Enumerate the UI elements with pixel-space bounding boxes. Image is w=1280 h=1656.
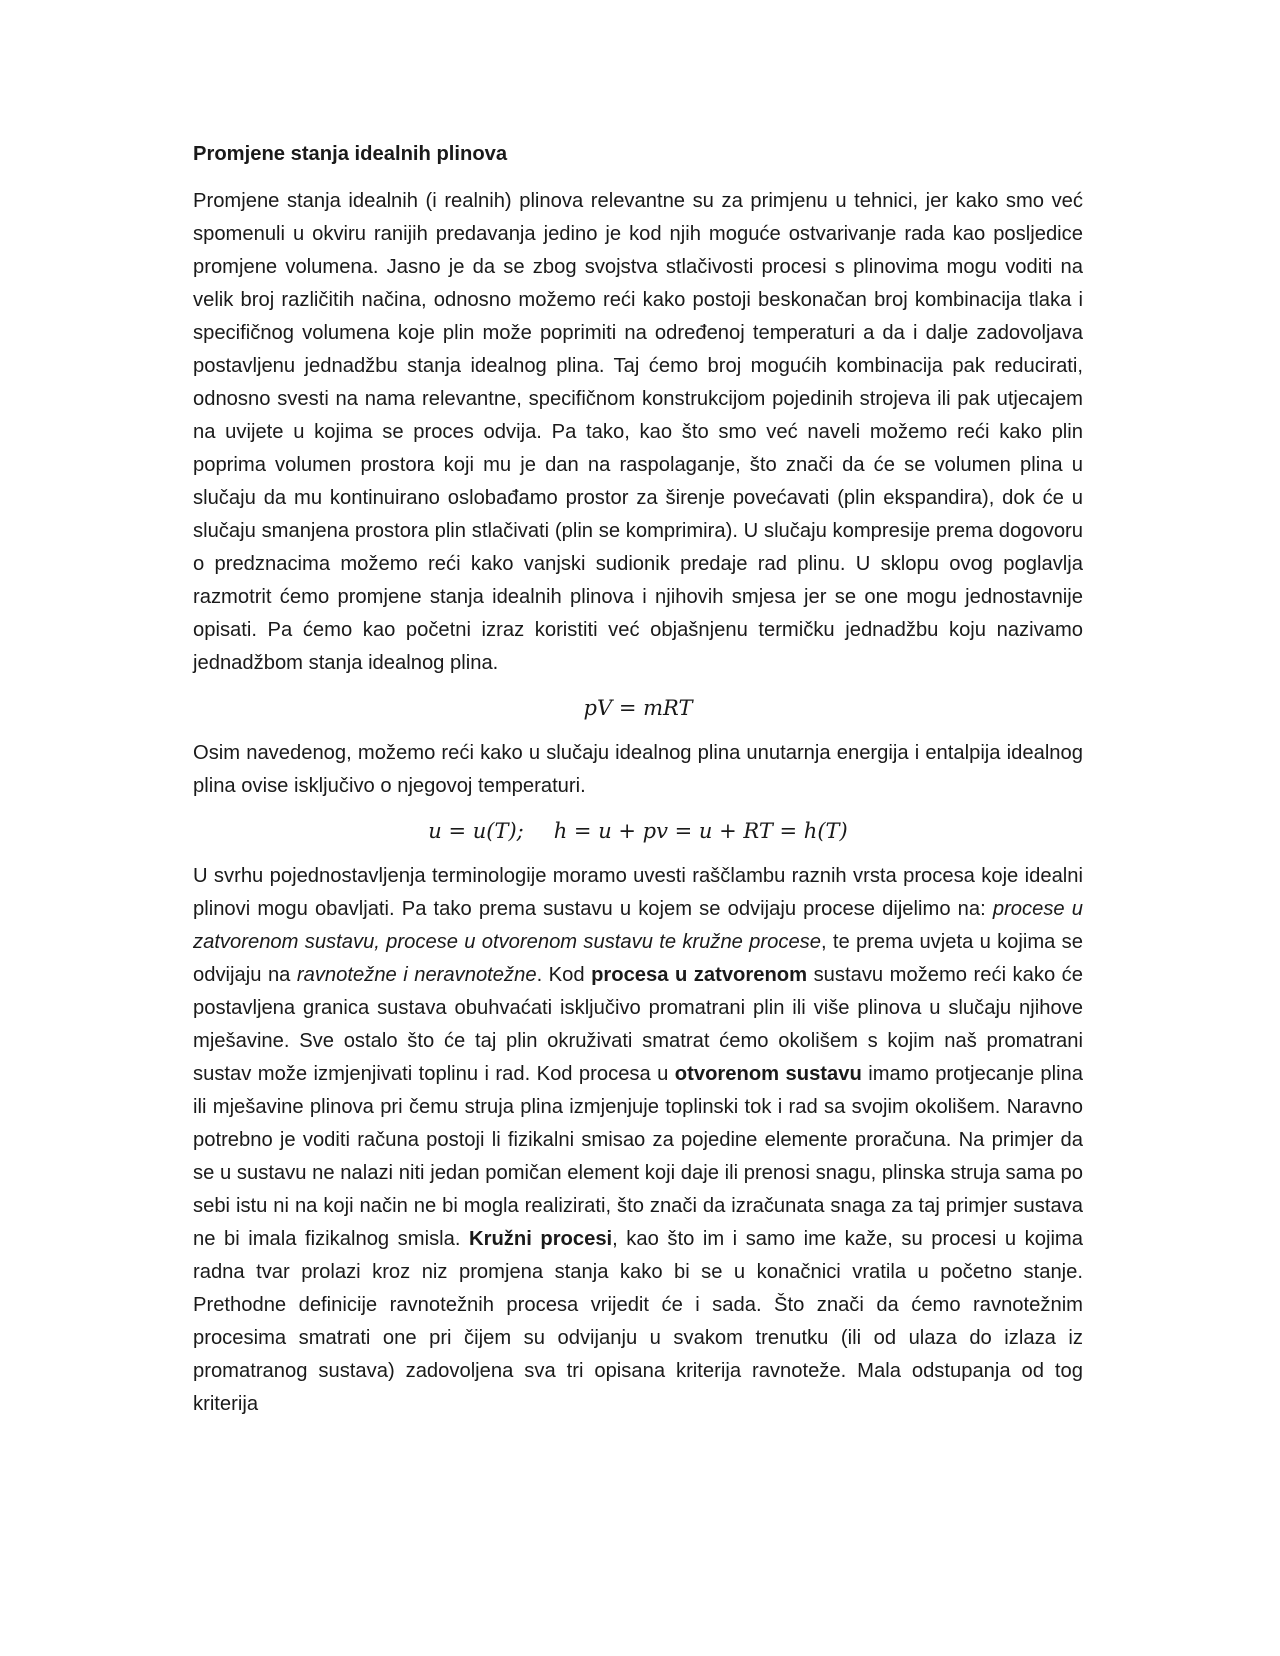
text-segment: . Kod: [536, 964, 592, 986]
bold-cyclic-processes: Kružni procesi: [469, 1228, 613, 1250]
text-segment: , kao što im i samo ime kaže, su procesi u kojima radna tvar prolazi kroz niz promjena stanja kako bi se u konačnici vratila u početno stanje. Prethodne definicije ravnotežnih procesa vrijedit će i sada. Što znači da ćemo ravnotežnim procesima smatrati one pri čijem su odvijanju u svakom trenutku (ili od ulaza do izlaza iz promatranog sustava) zadovoljena sva tri opisana kriterija ravnoteže. Mala odstupanja od tog kriterija: [193, 1228, 1083, 1415]
paragraph-process-types: [193, 860, 1083, 1421]
text-segment: sustavu možemo reći kako će postavljena granica sustava obuhvaćati isključivo promatrani plin ili više plinova u slučaju njihove mješavine. Sve ostalo što će taj plin okruživati smatrat ćemo okolišem s kojim naš promatrani sustav može izmjenjivati toplinu i rad. Kod procesa u: [193, 964, 1083, 1085]
equation-ideal-gas: pV = mRT: [583, 696, 693, 720]
document-content: [193, 138, 1083, 1421]
bold-closed-system: procesa u zatvorenom: [591, 964, 808, 986]
text-segment: imamo protjecanje plina ili mješavine plinova pri čemu struja plina izmjenjuje toplinski tok i rad sa svojim okolišem. Naravno potrebno je voditi računa postoji li fizikalni smisao za pojedine elemente proračuna. Na primjer da se u sustavu ne nalazi niti jedan pomičan element koji daje ili prenosi snagu, plinska struja sama po sebi istu ni na koji način ne bi mogla realizirati, što znači da izračunata snaga za taj primjer sustava ne bi imala fizikalnog smisla.: [193, 1063, 1084, 1250]
italic-process-list: procese u zatvorenom sustavu, procese u otvorenom sustavu te kružne procese: [193, 898, 1084, 953]
paragraph-intro: Promjene stanja idealnih (i realnih) plinova relevantne su za primjenu u tehnici, jer kako smo već spomenuli u okviru ranijih predavanja jedino je kod njih moguće ostvarivanje rada kao posljedice promjene volumena. Jasno je da se zbog svojstva stlačivosti procesi s plinovima mogu voditi na velik broj različitih načina, odnosno možemo reći kako postoji beskonačan broj kombinacija tlaka i specifičnog volumena koje plin može poprimiti na određenoj temperaturi a da i dalje zadovoljava postavljenu jednadžbu stanja idealnog plina. Taj ćemo broj mogućih kombinacija pak reducirati, odnosno svesti na nama relevantne, specifičnom konstrukcijom pojedinih strojeva ili pak utjecajem na uvijete u kojima se proces odvija. Pa tako, kao što smo već naveli možemo reći kako plin poprima volumen prostora koji mu je dan na raspolaganje, što znači da će se volumen plina u slučaju da mu kontinuirano oslobađamo prostor za širenje povećavati (plin ekspandira), dok će u slučaju smanjena prostora plin stlačivati (plin se komprimira). U slučaju kompresije prema dogovoru o predznacima možemo reći kako vanjski sudionik predaje rad plinu. U sklopu ovog poglavlja razmotrit ćemo promjene stanja idealnih plinova i njihovih smjesa jer se one mogu jednostavnije opisati. Pa ćemo kao početni izraz koristiti već objašnjenu termičku jednadžbu koju nazivamo jednadžbom stanja idealnog plina.: [193, 190, 1083, 674]
equation-internal-energy: u = u(T);: [428, 819, 524, 843]
text-segment: , te prema uvjeta u kojima se odvijaju na: [193, 931, 1083, 986]
section-title: Promjene stanja idealnih plinova: [193, 143, 508, 165]
paragraph-internal-energy: Osim navedenog, možemo reći kako u slučaju idealnog plina unutarnja energija i entalpija idealnog plina ovise isključivo o njegovoj temperaturi.: [193, 742, 1083, 797]
text-segment: U svrhu pojednostavljenja terminologije moramo uvesti raščlambu raznih vrsta procesa koje idealni plinovi mogu obavljati. Pa tako prema sustavu u kojem se odvijaju procese dijelimo na:: [193, 865, 1083, 920]
italic-equilibrium-terms: ravnotežne i neravnotežne: [296, 964, 537, 986]
bold-open-system: otvorenom sustavu: [674, 1063, 862, 1085]
equation-enthalpy-row: [193, 815, 1083, 848]
equation-enthalpy: h = u + pv = u + RT = h(T): [553, 819, 848, 843]
